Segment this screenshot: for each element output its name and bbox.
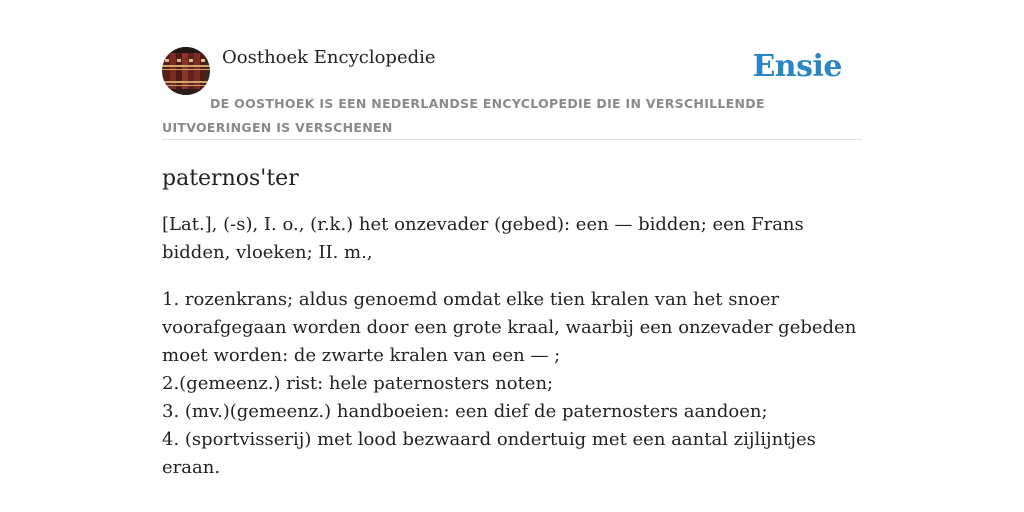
definition-sense: 3. (mv.)(gemeenz.) handboeien: een dief de paternosters aandoen; bbox=[162, 401, 768, 422]
definition-sense: 2.(gemeenz.) rist: hele paternosters noten; bbox=[162, 373, 554, 394]
site-header bbox=[162, 46, 862, 140]
definition-intro: [Lat.], (-s), I. o., (r.k.) het onzevader (gebed): een — bidden; een Frans bidden, vloeken; II. m., bbox=[162, 214, 804, 263]
entry-term: paternos'ter bbox=[162, 166, 299, 191]
ensie-logo-link[interactable]: Ensie bbox=[752, 49, 842, 84]
encyclopedia-books-icon[interactable] bbox=[162, 47, 210, 95]
definition-sense: 4. (sportvisserij) met lood bezwaard ondertuig met een aantal zijlijntjes eraan. bbox=[162, 429, 816, 478]
entry-definition bbox=[162, 211, 862, 482]
entry-card bbox=[162, 46, 862, 501]
definition-sense: 1. rozenkrans; aldus genoemd omdat elke tien kralen van het snoer voorafgegaan worden door een grote kraal, waarbij een onzevader gebeden moet worden: de zwarte kralen van een — ; bbox=[162, 289, 857, 366]
site-name-link[interactable]: Oosthoek Encyclopedie bbox=[222, 47, 436, 68]
site-description: DE OOSTHOEK IS EEN NEDERLANDSE ENCYCLOPEDIE DIE IN VERSCHILLENDE UITVOERINGEN IS VERSCHENEN bbox=[162, 96, 765, 135]
definition-senses bbox=[162, 286, 862, 482]
